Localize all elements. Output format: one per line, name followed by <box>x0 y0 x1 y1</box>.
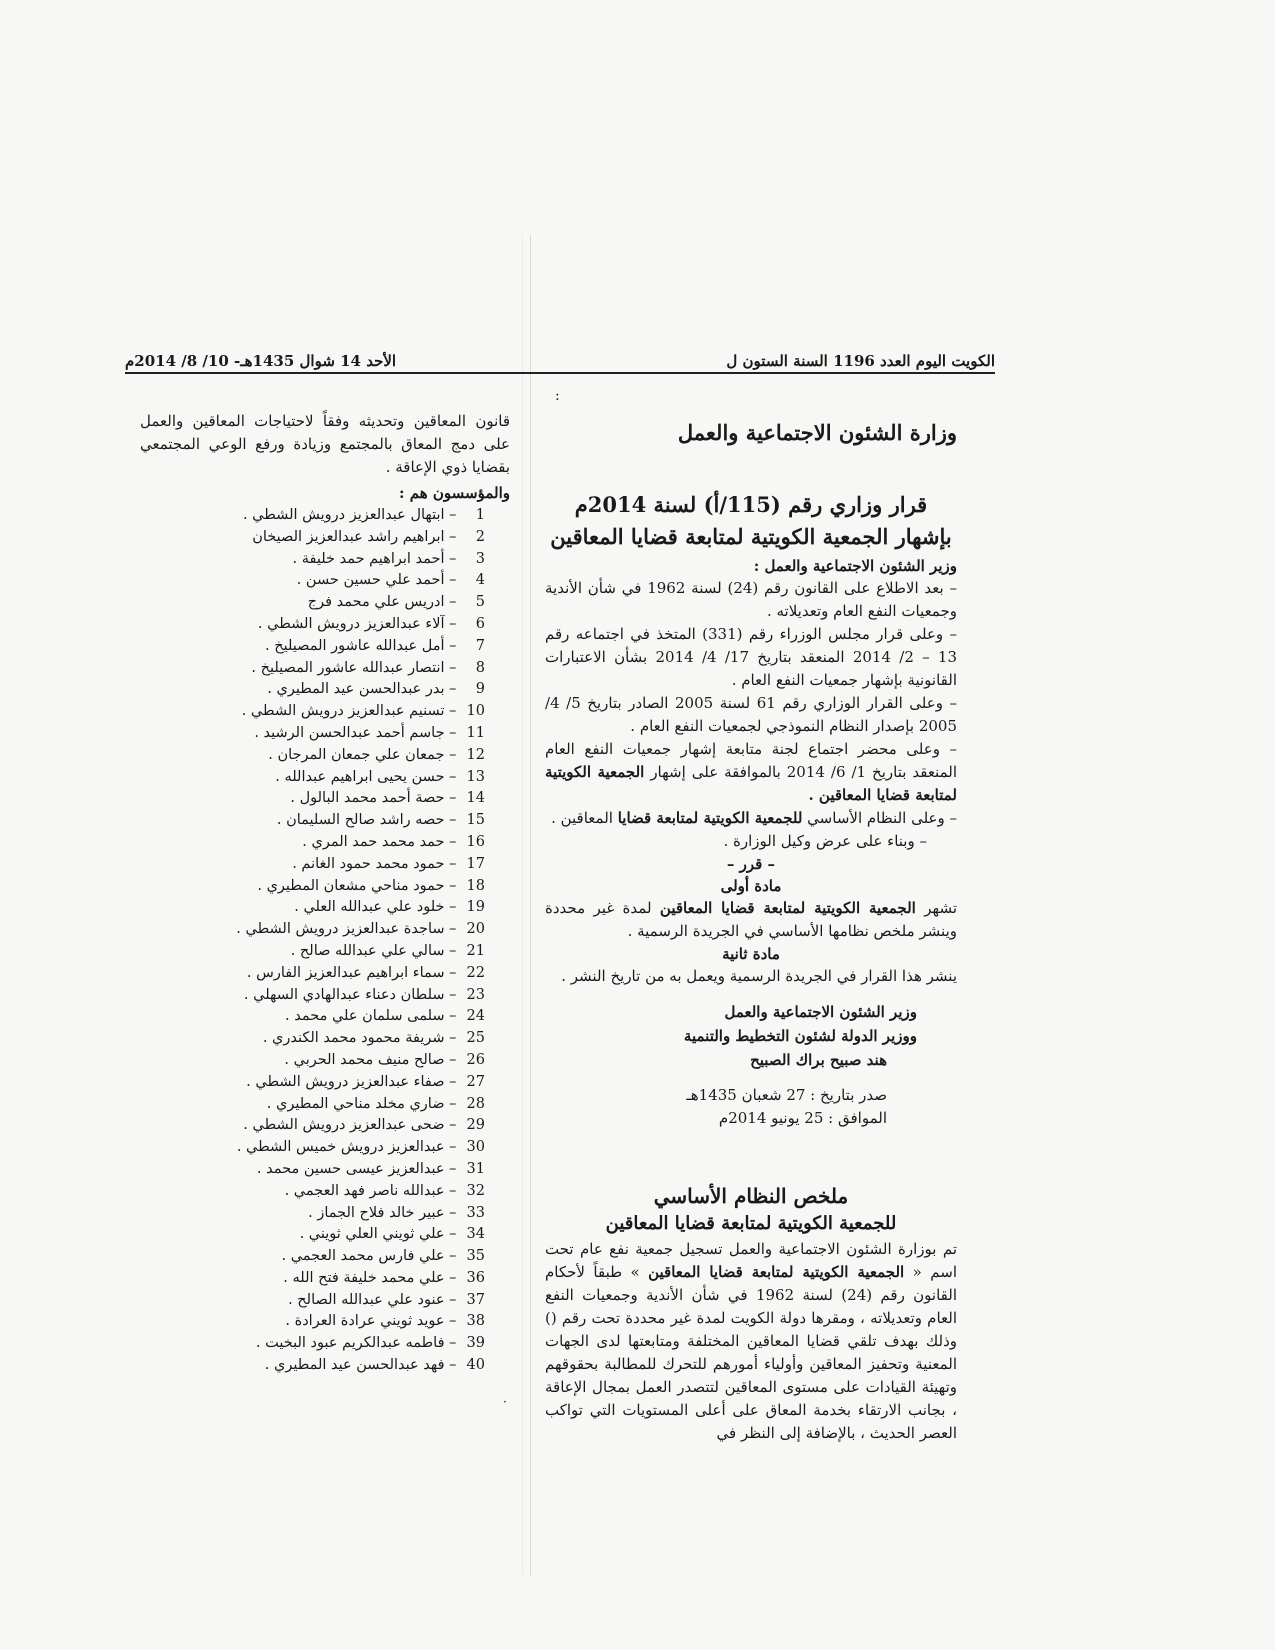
article-1-title: مادة أولى <box>720 877 782 895</box>
founder-name: – أحمد علي حسين حسن . <box>296 572 457 589</box>
summary-text-start: تم بوزارة الشئون الاجتماعية والعمل تسجيل جمعية نفع عام تحت اسم « <box>545 1240 957 1281</box>
founder-name: – حصه راشد صالح السليمان . <box>276 812 457 829</box>
founder-number: 6 <box>475 615 485 632</box>
founder-number: 5 <box>475 594 485 611</box>
article-1-bold: الجمعية الكويتية لمتابعة قضايا المعاقين <box>659 899 916 917</box>
founder-item <box>140 701 510 723</box>
founder-number: 10 <box>466 703 485 720</box>
ministry-heading: وزارة الشئون الاجتماعية والعمل <box>677 420 957 445</box>
founders-column <box>140 410 510 1377</box>
founder-name: – انتصار عبدالله عاشور المصيليخ . <box>251 659 457 676</box>
article-1-start: تشهر <box>915 899 957 917</box>
founder-item <box>140 723 510 745</box>
founder-name: – علي محمد خليفة فتح الله . <box>283 1269 457 1286</box>
founder-item <box>140 1290 510 1312</box>
founder-item <box>140 897 510 919</box>
founder-number: 21 <box>466 942 485 959</box>
summary-text <box>545 1238 957 1445</box>
founder-name: – سلطان دعناء عبدالهادي السهلي . <box>243 986 457 1003</box>
founder-number: 36 <box>466 1269 485 1286</box>
founder-item <box>140 1050 510 1072</box>
founder-name: – أحمد ابراهيم حمد خليفة . <box>292 550 457 567</box>
founder-number: 23 <box>466 986 485 1003</box>
page-fold-shadow <box>522 235 523 1575</box>
recital-2: – وعلى قرار مجلس الوزراء رقم (331) المتخذ في اجتماعه رقم 13 – 2/ 2014 المنعقد بتاريخ 17/ 4/ 2014 بشأن الاعتبارات القانونية بإشهار جمعيات النفع العام . <box>545 625 958 689</box>
founder-number: 40 <box>466 1357 485 1374</box>
founder-number: 3 <box>475 550 485 567</box>
recital-5 <box>545 807 957 830</box>
founder-name: – آلاء عبدالعزيز درويش الشطي . <box>257 615 457 632</box>
founder-number: 34 <box>466 1226 485 1243</box>
founder-number: 30 <box>466 1139 485 1156</box>
founder-number: 32 <box>466 1182 485 1199</box>
founder-number: 20 <box>466 921 485 938</box>
founder-item <box>140 527 510 549</box>
header-issue-info: الكويت اليوم العدد 1196 السنة الستون ل <box>726 352 995 370</box>
founder-item <box>140 745 510 767</box>
founder-name: – ساجدة عبدالعزيز درويش الشطي . <box>236 921 457 938</box>
founders-heading: والمؤسسون هم : <box>399 484 510 502</box>
founder-item <box>140 1224 510 1246</box>
founder-name: – عبدالله ناصر فهد العجمي . <box>284 1182 457 1199</box>
founder-item <box>140 658 510 680</box>
founder-number: 4 <box>475 572 485 589</box>
founder-item <box>140 679 510 701</box>
summary-text-bold: الجمعية الكويتية لمتابعة قضايا المعاقين <box>648 1263 905 1281</box>
decree-column <box>545 410 957 1445</box>
founder-item <box>140 1181 510 1203</box>
founder-name: – علي ثويني العلي ثويني . <box>299 1226 457 1243</box>
founder-number: 33 <box>466 1204 485 1221</box>
founder-number: 39 <box>466 1335 485 1352</box>
recital-3: – وعلى القرار الوزاري رقم 61 لسنة 2005 الصادر بتاريخ 5/ 4/ 2005 بإصدار النظام النموذجي لجمعيات النفع العام . <box>545 694 957 735</box>
founder-name: – فاطمه عبدالكريم عبود البخيت . <box>255 1335 457 1352</box>
founder-number: 26 <box>466 1051 485 1068</box>
founder-number: 15 <box>466 812 485 829</box>
founder-item <box>140 1028 510 1050</box>
founder-name: – جاسم أحمد عبدالحسن الرشيد . <box>254 724 457 741</box>
founder-item <box>140 1203 510 1225</box>
founder-name: – ابتهال عبدالعزيز درويش الشطي . <box>242 507 457 523</box>
corresponding-date: الموافق : 25 يونيو 2014م <box>718 1109 887 1127</box>
founder-name: – حصة أحمد محمد البالول . <box>290 790 457 807</box>
founder-item <box>140 1115 510 1137</box>
header-date: الأحد 14 شوال 1435هـ- 10/ 8/ 2014م <box>125 352 397 370</box>
founder-number: 18 <box>466 877 485 894</box>
founder-number: 35 <box>466 1248 485 1265</box>
article-2-text: ينشر هذا القرار في الجريدة الرسمية ويعمل به من تاريخ النشر . <box>561 967 957 985</box>
founder-number: 29 <box>466 1117 485 1134</box>
founder-number: 24 <box>466 1008 485 1025</box>
signatory-title-1: وزير الشئون الاجتماعية والعمل <box>724 1003 917 1021</box>
founder-item <box>140 614 510 636</box>
summary-subtitle: للجمعية الكويتية لمتابعة قضايا المعاقين <box>605 1213 897 1234</box>
founder-name: – سماء ابراهيم عبدالعزيز الفارس . <box>246 964 457 981</box>
summary-continued: قانون المعاقين وتحديثه وفقاً لاحتياجات المعاقين والعمل على دمج المعاق بالمجتمع وزيادة ورفع الوعي المجتمعي بقضايا ذوي الإعاقة . <box>140 412 510 476</box>
founder-item <box>140 505 510 527</box>
founder-name: – شريفة محمود محمد الكندري . <box>262 1030 457 1047</box>
signature-block <box>545 1000 917 1072</box>
founder-name: – حمود مناحي مشعان المطيري . <box>257 877 457 894</box>
founder-item <box>140 1094 510 1116</box>
founder-number: 7 <box>475 637 485 654</box>
founder-item <box>140 854 510 876</box>
header-rule <box>125 372 995 374</box>
founder-item <box>140 1333 510 1355</box>
founder-number: 28 <box>466 1095 485 1112</box>
recital-4-bold: الجمعية الكويتية لمتابعة قضايا المعاقين . <box>545 763 957 804</box>
recital-4 <box>545 738 957 807</box>
founder-item <box>140 919 510 941</box>
founder-number: 19 <box>466 899 485 916</box>
recital-5-text: – وعلى النظام الأساسي <box>802 809 957 827</box>
founder-number: 8 <box>475 659 485 676</box>
founder-number: 37 <box>466 1291 485 1308</box>
founder-name: – عبدالعزيز درويش خميس الشطي . <box>236 1139 457 1156</box>
founder-name: – صالح منيف محمد الحربي . <box>284 1051 457 1068</box>
founder-number: 2 <box>475 528 485 545</box>
founder-name: – حسن يحيى ابراهيم عبدالله . <box>275 768 457 785</box>
founder-name: – عنود علي عبدالله الصالح . <box>288 1291 457 1308</box>
founder-item <box>140 1137 510 1159</box>
founder-number: 31 <box>466 1160 485 1177</box>
recital-5-bold: للجمعية الكويتية لمتابعة قضايا <box>617 809 803 827</box>
scan-mark-bottom: · <box>503 1395 507 1409</box>
founder-item <box>140 1072 510 1094</box>
summary-text-end: » طبقاً لأحكام القانون رقم (24) لسنة 1962 في شأن الأندية وجمعيات النفع العام وتعديلاته ، ومقرها دولة الكويت لمدة غير محددة تحت رقم () وذلك بهدف تلقي قضايا المعاقين المختلفة ومتابعتها لدى الجهات المعنية وتحفيز المعاقين وأولياء أمورهم للتحرك للمطالبة بحقوقهم وتهيئة القيادات على مستوى المعاقين لتتصدر العمل بمجال الإعاقة ، بجانب الارتقاء بخدمة المعاق على أعلى المستويات التي تواكب العصر الحديث ، بالإضافة إلى النظر في <box>545 1263 957 1442</box>
founders-list <box>140 505 510 1377</box>
signatory-name: هند صبيح براك الصبيح <box>750 1051 887 1069</box>
founder-name: – عبير خالد فلاح الجماز . <box>308 1204 457 1221</box>
recital-1: – بعد الاطلاع على القانون رقم (24) لسنة 1962 في شأن الأندية وجمعيات النفع العام وتعديلاته . <box>545 579 957 620</box>
founder-number: 22 <box>466 964 485 981</box>
page-fold-line <box>530 235 531 1575</box>
recital-5-end: المعاقين . <box>551 809 618 827</box>
founder-number: 14 <box>466 790 485 807</box>
founder-number: 27 <box>466 1073 485 1090</box>
founder-item <box>140 1006 510 1028</box>
founder-name: – أمل عبدالله عاشور المصيليخ . <box>265 637 457 654</box>
founder-item <box>140 832 510 854</box>
signatory-title-2: ووزير الدولة لشئون التخطيط والتنمية <box>683 1027 917 1045</box>
founder-item <box>140 1268 510 1290</box>
scan-mark: : <box>555 388 560 404</box>
summary-title: ملخص النظام الأساسي <box>653 1184 849 1208</box>
founder-name: – فهد عبدالحسن عيد المطيري . <box>264 1357 457 1374</box>
founder-name: – عويد ثويني عرادة العرادة . <box>285 1313 457 1330</box>
founder-item <box>140 1159 510 1181</box>
decree-title: قرار وزاري رقم (115/أ) لسنة 2014م <box>574 492 928 517</box>
issue-dates <box>545 1084 887 1130</box>
founder-name: – جمعان علي جمعان المرجان . <box>268 746 457 763</box>
article-2-title: مادة ثانية <box>722 945 780 963</box>
founder-name: – ابراهيم راشد عبدالعزيز الصيخان <box>252 528 457 545</box>
minister-intro: وزير الشئون الاجتماعية والعمل : <box>753 557 957 575</box>
founder-name: – سلمى سلمان علي محمد . <box>285 1008 457 1025</box>
founder-name: – علي فارس محمد العجمي . <box>281 1248 457 1265</box>
founder-item <box>140 788 510 810</box>
founder-name: – ضاري مخلد مناحي المطيري . <box>266 1095 457 1112</box>
founder-item <box>140 592 510 614</box>
founder-name: – حمود محمد حمود الغانم . <box>292 855 457 872</box>
decided-heading: – قرر – <box>726 855 776 873</box>
recital-6: – وبناء على عرض وكيل الوزارة . <box>723 832 927 850</box>
founder-item <box>140 963 510 985</box>
founder-item <box>140 941 510 963</box>
recital-4-text: – وعلى محضر اجتماع لجنة متابعة إشهار جمعيات النفع العام المنعقد بتاريخ 1/ 6/ 2014 بالموافقة على إشهار <box>545 740 957 781</box>
founder-name: – صفاء عبدالعزيز درويش الشطي . <box>246 1073 457 1090</box>
founder-item <box>140 1311 510 1333</box>
founder-number: 1 <box>475 507 485 523</box>
founder-item <box>140 549 510 571</box>
founder-number: 25 <box>466 1030 485 1047</box>
founder-number: 9 <box>475 681 485 698</box>
founder-item <box>140 767 510 789</box>
founder-name: – ادريس علي محمد فرج <box>307 594 457 611</box>
founder-name: – خلود علي عبدالله العلي . <box>294 899 457 916</box>
founder-item <box>140 985 510 1007</box>
article-1-text <box>545 897 957 943</box>
founder-number: 16 <box>466 833 485 850</box>
founder-name: – بدر عبدالحسن عيد المطيري . <box>267 681 457 698</box>
founder-item <box>140 810 510 832</box>
decree-subtitle: بإشهار الجمعية الكويتية لمتابعة قضايا المعاقين <box>550 524 952 549</box>
founder-item <box>140 636 510 658</box>
founder-number: 38 <box>466 1313 485 1330</box>
founder-item <box>140 876 510 898</box>
founder-number: 13 <box>466 768 485 785</box>
article-1-end: لمدة غير محددة وينشر ملخص نظامها الأساسي في الجريدة الرسمية . <box>545 899 957 940</box>
founder-item <box>140 1355 510 1377</box>
founder-name: – حمد محمد حمد المري . <box>302 833 457 850</box>
founder-name: – عبدالعزيز عيسى حسين محمد . <box>256 1160 457 1177</box>
founder-number: 11 <box>466 724 485 741</box>
founder-name: – تسنيم عبدالعزيز درويش الشطي . <box>241 703 457 720</box>
issued-date: صدر بتاريخ : 27 شعبان 1435هـ <box>686 1086 887 1104</box>
founder-number: 12 <box>466 746 485 763</box>
founder-number: 17 <box>466 855 485 872</box>
founder-name: – سالي علي عبدالله صالح . <box>290 942 457 959</box>
founder-item <box>140 1246 510 1268</box>
founder-name: – ضحى عبدالعزيز درويش الشطي . <box>243 1117 457 1134</box>
founder-item <box>140 570 510 592</box>
